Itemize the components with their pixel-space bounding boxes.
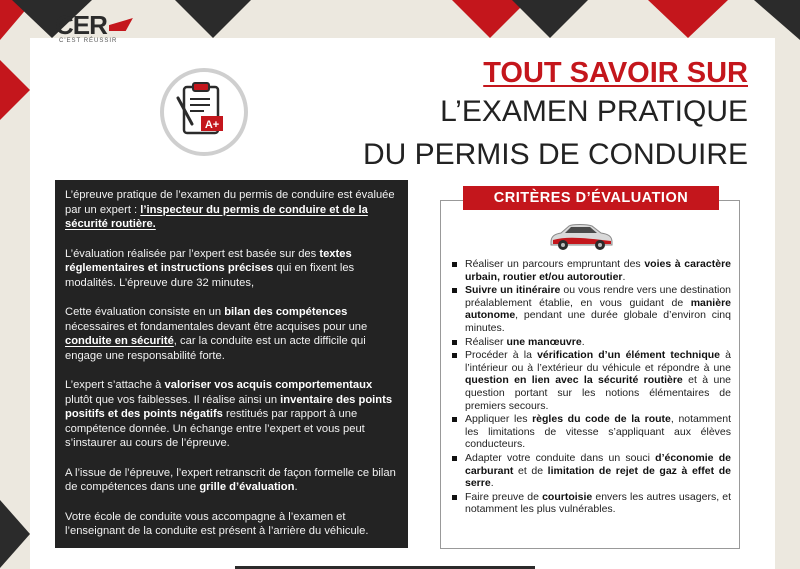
decor-triangle-dark-right	[512, 0, 588, 38]
criteria-item: Appliquer les règles du code de la route, notamment les limitations de vitesse s’appliquant aux élèves conducteurs.	[451, 413, 731, 451]
decor-triangle-dark-mid	[175, 0, 251, 38]
decor-triangle-dark-bottom-left	[0, 500, 30, 568]
paragraph-3: Cette évaluation consiste en un bilan des compétences nécessaires et fondamentales devant être acquises pour une conduite en sécurité, car la conduite est un acte difficile qui engage une responsabilité forte.	[65, 306, 368, 362]
criteria-item: Réaliser un parcours empruntant des voies à caractère urbain, routier et/ou autoroutier.	[451, 258, 731, 283]
criteria-header: CRITÈRES D’ÉVALUATION	[463, 186, 719, 210]
decor-triangle-dark-corner	[754, 0, 800, 40]
criteria-item: Adapter votre conduite dans un souci d’économie de carburant et de limitation de rejet de gaz à effet de serre.	[451, 452, 731, 490]
paragraph-1: L’épreuve pratique de l’examen du permis de conduire est évaluée par un expert : l’inspecteur du permis de conduire et de la sécurité routière.	[65, 189, 395, 230]
paragraph-2: L’évaluation réalisée par l’expert est basée sur des textes réglementaires et instructions précises qui en fixent les modalités. L’épreuve dure 32 minutes,	[65, 247, 355, 289]
title-line-3: DU PERMIS DE CONDUIRE	[362, 138, 748, 171]
logo-flag-icon	[109, 18, 133, 31]
logo-text: CER	[55, 10, 107, 40]
criteria-item: Faire preuve de courtoisie envers les autres usagers, et notamment les plus vulnérables.	[451, 491, 731, 516]
criteria-item: Procéder à la vérification d’un élément technique à l’intérieur ou à l’extérieur du véhicule et répondre à une question en lien avec la sécurité routière et à une question portant sur les notions élémentaires de premiers secours.	[451, 349, 731, 412]
car-icon	[545, 218, 617, 252]
grade-text: A+	[204, 119, 220, 131]
exam-description-panel	[55, 180, 408, 548]
paragraph-6: Votre école de conduite vous accompagne à l’examen et l’enseignant de la conduite est présent à l’arrière du véhicule.	[65, 510, 369, 537]
clipboard-icon	[164, 72, 244, 152]
decor-triangle-red-right	[648, 0, 728, 38]
title-line-2: L’EXAMEN PRATIQUE	[440, 95, 748, 128]
decor-triangle-red-bottom-left	[0, 60, 30, 120]
clipboard-grade-badge	[160, 68, 248, 156]
inspector-link-text: l’inspecteur du permis de conduire et de la sécurité routière.	[65, 203, 368, 230]
title-line-1: TOUT SAVOIR SUR	[483, 57, 748, 89]
criteria-item: Réaliser une manœuvre.	[451, 336, 731, 349]
criteria-item: Suivre un itinéraire ou vous rendre vers une destination préalablement établie, en vous guidant de manière autonome, pendant une durée globale d’environ cinq minutes.	[451, 284, 731, 334]
logo-tagline: C'EST RÉUSSIR	[59, 38, 118, 44]
paragraph-5: A l’issue de l’épreuve, l’expert retranscrit de façon formelle ce bilan de compétences dans une grille d’évaluation.	[65, 466, 396, 493]
cer-logo	[55, 12, 133, 44]
criteria-list	[451, 258, 731, 517]
paragraph-4: L’expert s’attache à valoriser vos acquis comportementaux plutôt que vos faiblesses. Il réalise ainsi un inventaire des points positifs et des points négatifs restitués par rapport à une compétence donnée. Un échange entre l’expert et vous peut s’instaurer au cours de l’épreuve.	[65, 379, 393, 449]
